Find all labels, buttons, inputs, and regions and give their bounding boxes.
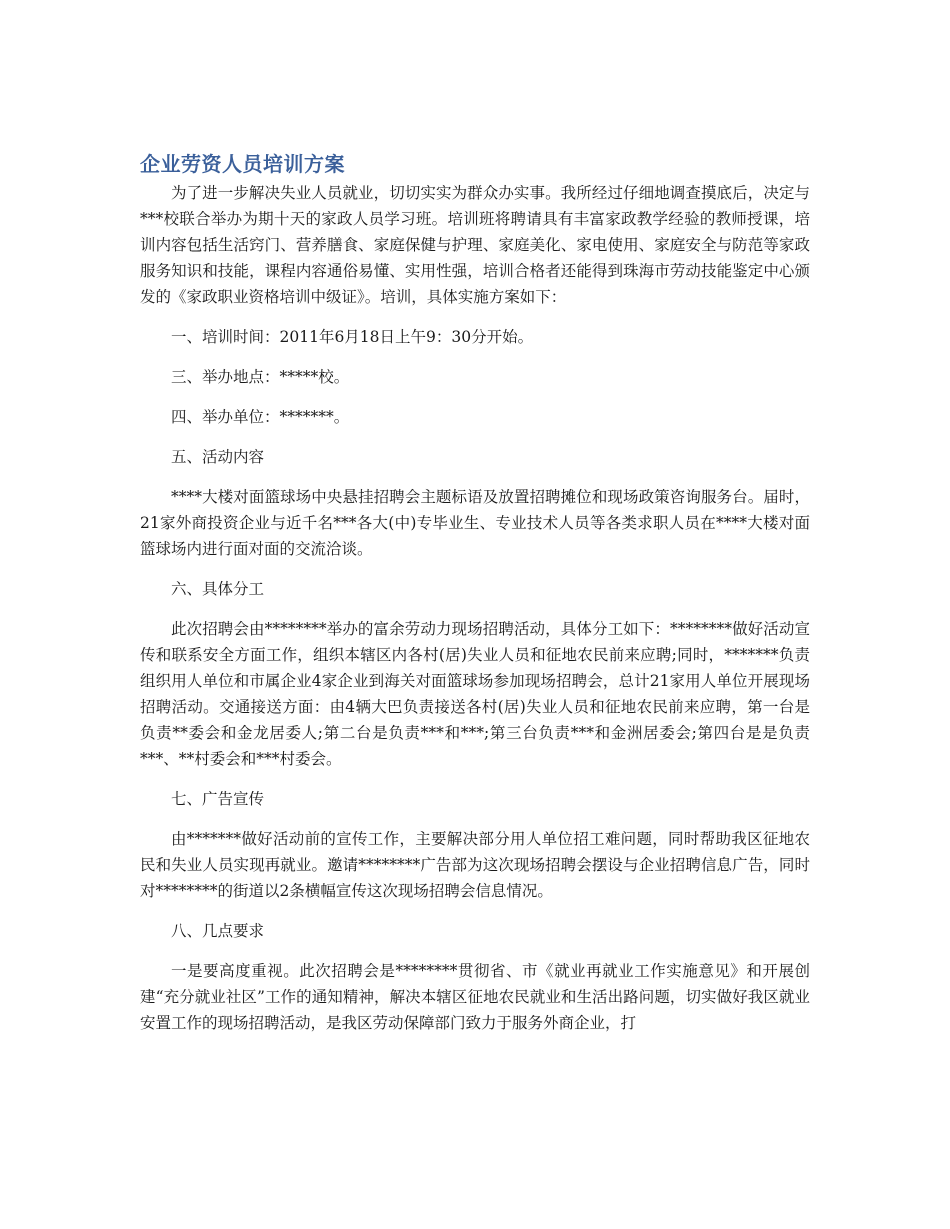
section-requirements-heading: 八、几点要求: [171, 922, 265, 940]
section-requirements-body: 一是要高度重视。此次招聘会是********贯彻省、市《就业再就业工作实施意见》和开展创建“充分就业社区”工作的通知精神，解决本辖区征地农民就业和生活出路问题，切实做好我区就业安置工作的现场招聘活动，是我区劳动保障部门致力于服务外商企业，打: [140, 962, 810, 1032]
item-training-time: 一、培训时间：2011年6月18日上午9：30分开始。: [171, 328, 534, 346]
document-title: 企业劳资人员培训方案: [140, 152, 345, 176]
document-body: [140, 150, 810, 1050]
section-activity-heading: 五、活动内容: [171, 448, 265, 466]
intro-paragraph: 为了进一步解决失业人员就业，切切实实为群众办实事。我所经过仔细地调查摸底后，决定与***校联合举办为期十天的家政人员学习班。培训班将聘请具有丰富家政教学经验的教师授课，培训内容包括生活窍门、营养膳食、家庭保健与护理、家庭美化、家电使用、家庭安全与防范等家政服务知识和技能，课程内容通俗易懂、实用性强，培训合格者还能得到珠海市劳动技能鉴定中心颁发的《家政职业资格培训中级证》。培训，具体实施方案如下：: [140, 184, 810, 306]
item-venue: 三、举办地点：*****校。: [171, 368, 350, 386]
section-advertising-heading: 七、广告宣传: [171, 790, 265, 808]
section-advertising-body: 由*******做好活动前的宣传工作，主要解决部分用人单位招工难问题，同时帮助我区征地农民和失业人员实现再就业。邀请********广告部为这次现场招聘会摆设与企业招聘信息广告，同时对********的街道以2条横幅宣传这次现场招聘会信息情况。: [140, 830, 810, 900]
section-activity-body: ****大楼对面篮球场中央悬挂招聘会主题标语及放置招聘摊位和现场政策咨询服务台。届时，21家外商投资企业与近千名***各大(中)专毕业生、专业技术人员等各类求职人员在****大楼对面篮球场内进行面对面的交流洽谈。: [140, 488, 810, 558]
section-division-body: 此次招聘会由********举办的富余劳动力现场招聘活动，具体分工如下：********做好活动宣传和联系安全方面工作，组织本辖区内各村(居)失业人员和征地农民前来应聘;同时，*******负责组织用人单位和市属企业4家企业到海关对面篮球场参加现场招聘会，总计21家用人单位开展现场招聘活动。交通接送方面：由4辆大巴负责接送各村(居)失业人员和征地农民前来应聘，第一台是负责**委会和金龙居委人;第二台是负责***和***;第三台负责***和金洲居委会;第四台是是负责***、**村委会和***村委会。: [140, 620, 810, 768]
item-organizer: 四、举办单位：*******。: [171, 408, 350, 426]
section-division-heading: 六、具体分工: [171, 580, 265, 598]
